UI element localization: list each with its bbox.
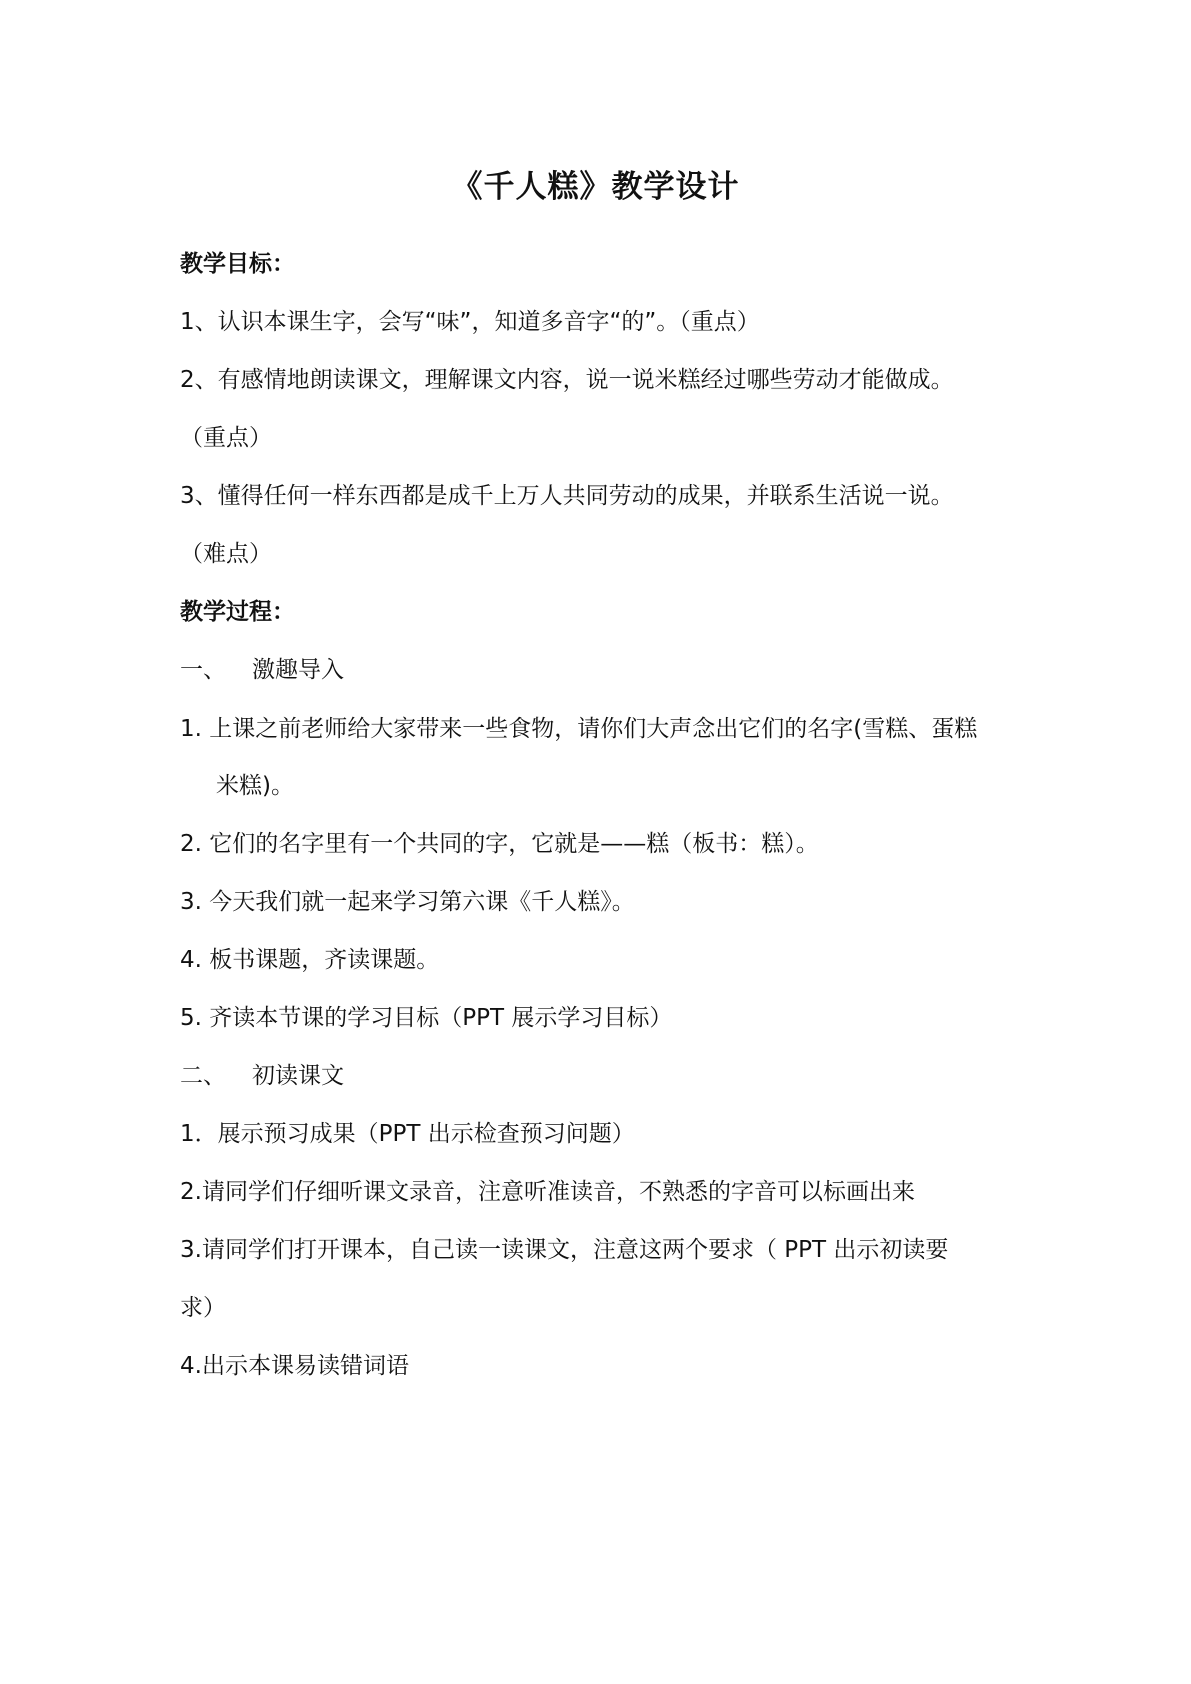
list-item: 4.出示本课易读错词语 (180, 1353, 409, 1379)
list-item-continuation: 求） (180, 1295, 226, 1321)
objective-line: （重点） (180, 425, 272, 451)
list-item: 1. 上课之前老师给大家带来一些食物，请你们大声念出它们的名字(雪糕、蛋糕 (180, 716, 978, 742)
section-title: 激趣导入 (252, 657, 344, 683)
objective-line: 2、有感情地朗读课文，理解课文内容，说一说米糕经过哪些劳动才能做成。 (180, 367, 954, 393)
list-item: 2. 它们的名字里有一个共同的字，它就是——糕（板书：糕）。 (180, 831, 819, 857)
objective-line: （难点） (180, 541, 272, 567)
objective-line: 3、懂得任何一样东西都是成千上万人共同劳动的成果，并联系生活说一说。 (180, 483, 954, 509)
process-heading: 教学过程： (180, 599, 295, 625)
section-number: 一、 (180, 657, 226, 683)
list-item: 3. 今天我们就一起来学习第六课《千人糕》。 (180, 889, 635, 915)
section-heading (180, 1058, 344, 1094)
objective-line: 1、认识本课生字，会写“味”，知道多音字“的”。（重点） (180, 309, 760, 335)
list-item: 3.请同学们打开课本，自己读一读课文，注意这两个要求（ PPT 出示初读要 (180, 1237, 949, 1263)
section-title: 初读课文 (252, 1063, 344, 1089)
section-heading (180, 652, 344, 688)
list-item: 2.请同学们仔细听课文录音，注意听准读音，不熟悉的字音可以标画出来 (180, 1179, 915, 1205)
document-title: 《千人糕》教学设计 (451, 169, 740, 205)
list-item: 5. 齐读本节课的学习目标（PPT 展示学习目标） (180, 1005, 673, 1031)
section-number: 二、 (180, 1063, 226, 1089)
list-item-continuation: 米糕)。 (216, 773, 294, 799)
list-item: 1．展示预习成果（PPT 出示检查预习问题） (180, 1121, 635, 1147)
list-item: 4. 板书课题，齐读课题。 (180, 947, 440, 973)
objectives-heading: 教学目标： (180, 251, 295, 277)
